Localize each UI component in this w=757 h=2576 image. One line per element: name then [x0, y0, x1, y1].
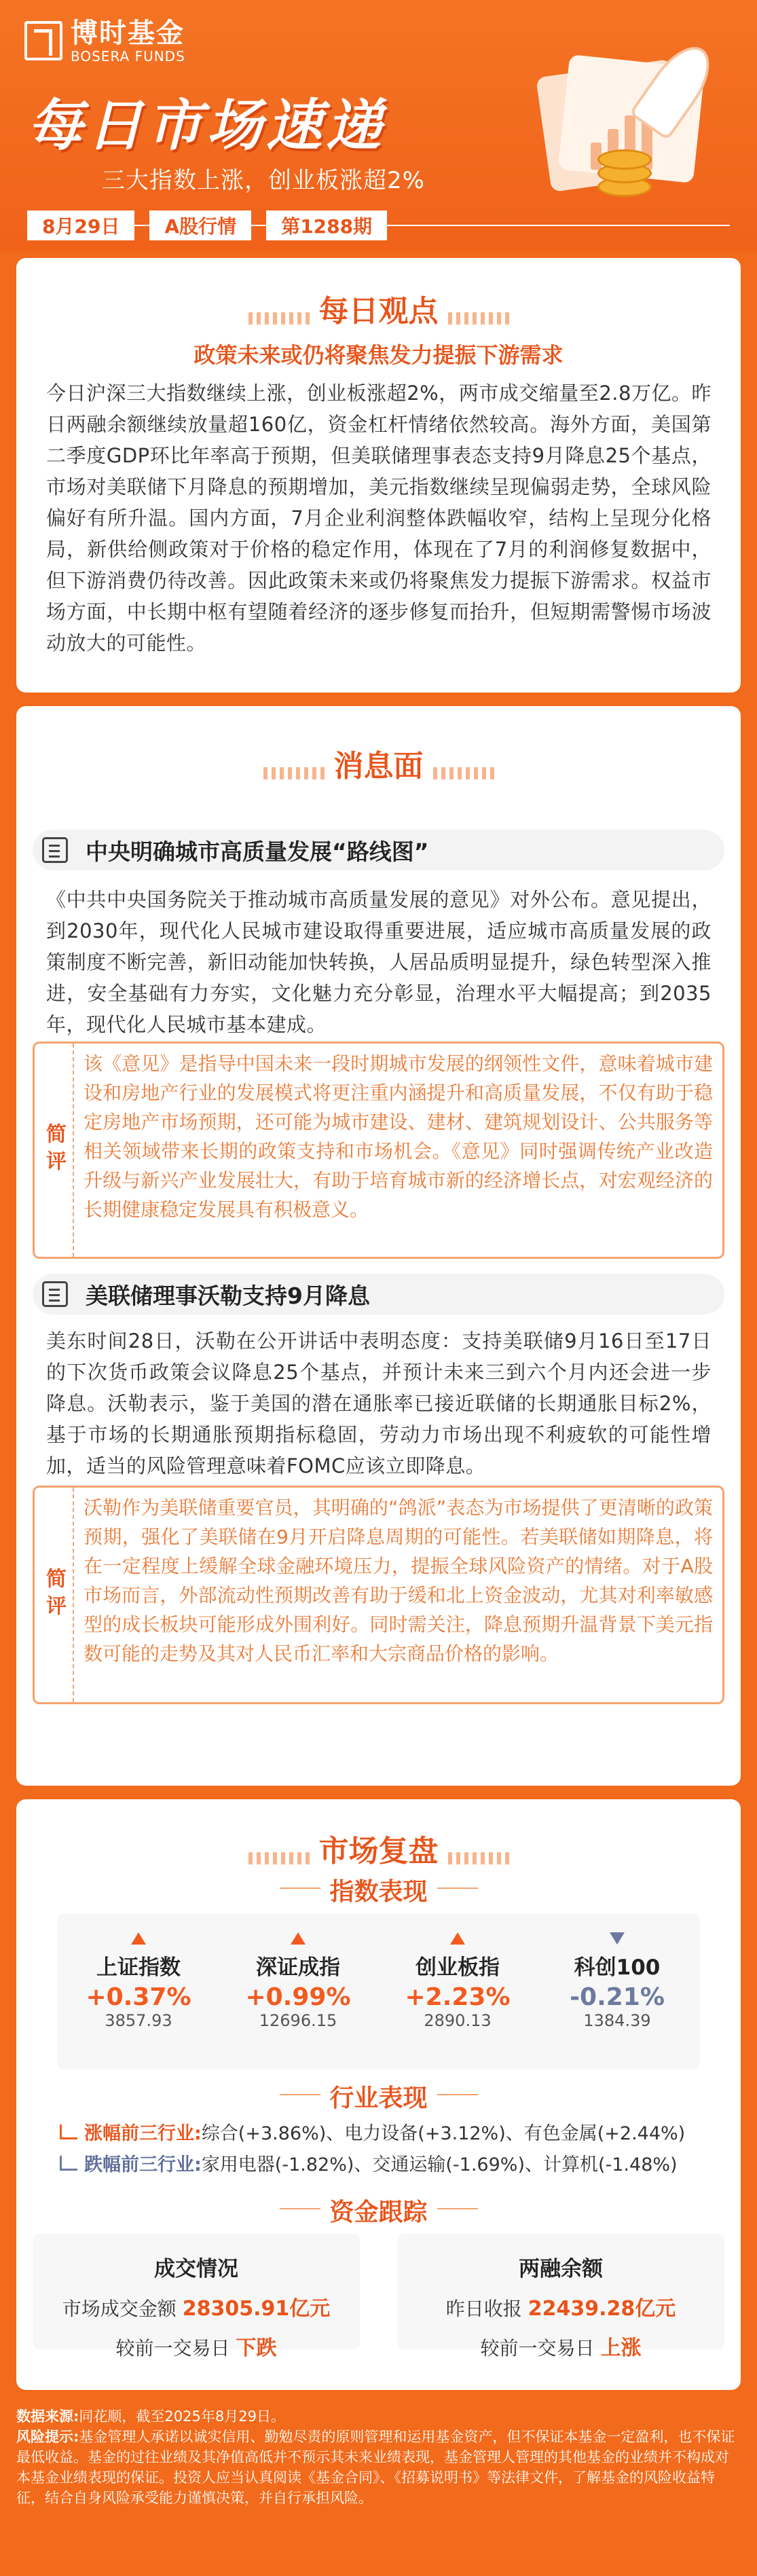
index-pct: -0.21%	[570, 1983, 665, 2011]
brand-logo	[24, 18, 185, 64]
index-panel	[57, 1913, 700, 2069]
risk-label: 风险提示:	[16, 2429, 79, 2445]
turnover-value: 28305.91亿元	[182, 2297, 331, 2321]
turnover-label: 市场成交金额	[62, 2298, 177, 2320]
index-szse	[217, 1932, 380, 2030]
market-card	[16, 1799, 741, 2390]
news-item-1-comment	[33, 1042, 724, 1259]
source-text: 同花顺，截至2025年8月29日。	[79, 2408, 285, 2425]
index-sse	[57, 1932, 220, 2030]
turnover-compare-value: 下跌	[236, 2336, 277, 2360]
turnover-title: 成交情况	[154, 2257, 238, 2281]
margin-label: 昨日收报	[445, 2298, 522, 2320]
index-value: 3857.93	[105, 2011, 172, 2030]
news-card	[16, 706, 741, 1786]
gainers-list: 综合(+3.86%)、电力设备(+3.12%)、有色金属(+2.44%)	[201, 2123, 686, 2144]
news-title: 消息面	[325, 741, 433, 785]
page-title: 每日市场速递	[27, 94, 386, 158]
news-item-1-body: 《中共中央国务院关于推动城市高质量发展的意见》对外公布。意见提出，到2030年，现代化人民城市建设取得重要进展，适应城市高质量发展的政策制度不断完善，新旧动能加快转换，人居品质明显提升，绿色转型深入推进，安全基础有力夯实，文化魅力充分彰显，治理水平大幅提高；到2035年，现代化人民城市基本建成。	[46, 888, 712, 1036]
risk-text: 基金管理人承诺以诚实信用、勤勉尽责的原则管理和运用基金资产，但不保证本基金一定盈利，也不保证最低收益。基金的过往业绩及其净值高低并不预示其未来业绩表现，基金管理人管理的其他基金的业绩并不构成对本基金业绩表现的保证。投资人应当认真阅读《基金合同》、《招募说明书》等法律文件，了解基金的风险收益特征，结合自身风险承受能力谨慎决策，并自行承担风险。	[16, 2429, 735, 2506]
margin-box	[397, 2234, 724, 2360]
index-name: 上证指数	[96, 1955, 181, 1980]
margin-compare-value: 上涨	[600, 2336, 642, 2360]
fund-panel	[33, 2234, 724, 2360]
issue-tags	[27, 209, 730, 242]
footer-disclaimer	[16, 2406, 741, 2508]
index-pct: +2.23%	[405, 1983, 511, 2011]
news-item-1-title: 中央明确城市高质量发展“路线图”	[86, 838, 429, 865]
news-item-2-comment-text: 沃勒作为美联储重要官员，其明确的“鸽派”表态为市场提供了更清晰的政策预期，强化了美联储在9月开启降息周期的可能性。若美联储如期降息，将在一定程度上缓解全球金融环境压力，提振全球风险资产的情绪。对于A股市场而言，外部流动性预期改善有助于缓和北上资金波动，尤其对利率敏感型的成长板块可能形成外围利好。同时需关注，降息预期升温背景下美元指数可能的走势及其对人民币汇率和大宗商品价格的影响。	[84, 1496, 713, 1665]
comment-label: 简评	[35, 1488, 74, 1702]
report-illustration-icon	[516, 41, 733, 217]
daily-view-headline: 政策未来或仍将聚焦发力提振下游需求	[193, 342, 564, 368]
index-chinext	[376, 1932, 539, 2030]
brand-name-cn: 博时基金	[71, 18, 185, 49]
up-arrow-icon	[450, 1932, 465, 1945]
index-name: 深证成指	[256, 1955, 340, 1980]
top-losers-row	[60, 2150, 678, 2176]
document-icon	[42, 837, 68, 863]
losers-label: 跌幅前三行业:	[84, 2154, 202, 2175]
document-icon	[42, 1281, 68, 1307]
category-tag: A股行情	[149, 210, 251, 240]
date-tag: 8月29日	[27, 210, 134, 240]
up-arrow-icon	[291, 1932, 306, 1945]
index-value: 2890.13	[424, 2011, 492, 2030]
margin-compare-label: 较前一交易日	[480, 2337, 595, 2359]
source-label: 数据来源:	[16, 2408, 79, 2425]
index-star100	[536, 1932, 699, 2030]
fund-section-title: 资金跟踪	[329, 2193, 427, 2228]
industry-section-title: 行业表现	[329, 2079, 427, 2114]
index-pct: +0.99%	[245, 1983, 351, 2011]
turnover-box	[33, 2234, 360, 2360]
index-name: 科创100	[574, 1955, 661, 1980]
gainers-label: 涨幅前三行业:	[84, 2123, 202, 2144]
bosera-logo-icon	[24, 21, 62, 60]
index-name: 创业板指	[416, 1955, 500, 1980]
down-arrow-icon	[610, 1932, 625, 1945]
index-section-title: 指数表现	[329, 1873, 427, 1907]
trend-down-icon	[60, 2156, 77, 2171]
index-value: 12696.15	[259, 2011, 337, 2030]
header-banner	[0, 0, 757, 251]
news-item-1-header	[33, 830, 724, 870]
news-item-2-comment	[33, 1486, 724, 1704]
market-title: 市场复盘	[310, 1826, 448, 1870]
trend-up-icon	[60, 2124, 77, 2139]
index-value: 1384.39	[583, 2011, 651, 2030]
news-item-2-header	[33, 1274, 724, 1314]
margin-title: 两融余额	[519, 2257, 603, 2281]
daily-view-card	[16, 258, 741, 693]
margin-value: 22439.28亿元	[528, 2297, 676, 2321]
daily-view-body: 今日沪深三大指数继续上涨，创业板涨超2%，两市成交缩量至2.8万亿。昨日两融余额继续放量超160亿，资金杠杆情绪依然较高。海外方面，美国第二季度GDP环比年率高于预期，但美联储理事表态支持9月降息25个基点，市场对美联储下月降息的预期增加，美元指数继续呈现偏弱走势，全球风险偏好有所升温。国内方面，7月企业利润整体跌幅收窄，结构上呈现分化格局，新供给侧政策对于价格的稳定作用，体现在了7月的利润修复数据中，但下游消费仍待改善。因此政策未来或仍将聚焦发力提振下游需求。权益市场方面，中长期中枢有望随着经济的逐步修复而抬升，但短期需警惕市场波动放大的可能性。	[46, 382, 712, 655]
up-arrow-icon	[131, 1932, 146, 1945]
losers-list: 家用电器(-1.82%)、交通运输(-1.69%)、计算机(-1.48%)	[201, 2154, 678, 2175]
news-item-1-comment-text: 该《意见》是指导中国未来一段时期城市发展的纲领性文件，意味着城市建设和房地产行业的发展模式将更注重内涵提升和高质量发展，不仅有助于稳定房地产市场预期，还可能为城市建设、建材、建筑规划设计、公共服务等相关领域带来长期的政策支持和市场机会。《意见》同时强调传统产业改造升级与新兴产业发展壮大，有助于培育城市新的经济增长点，对宏观经济的长期健康稳定发展具有积极意义。	[84, 1052, 713, 1221]
top-gainers-row	[60, 2118, 685, 2145]
issue-number-tag: 第1288期	[266, 210, 387, 240]
news-item-2-body: 美东时间28日，沃勒在公开讲话中表明态度：支持美联储9月16日至17日的下次货币政策会议降息25个基点，并预计未来三到六个月内还会进一步降息。沃勒表示，鉴于美国的潜在通胀率已接近联储的长期通胀目标2%，基于市场的长期通胀预期指标稳固，劳动力市场出现不利疲软的可能性增加，适当的风险管理意味着FOMC应该立即降息。	[46, 1329, 712, 1477]
news-item-2-title: 美联储理事沃勒支持9月降息	[86, 1282, 370, 1309]
comment-label: 简评	[35, 1044, 74, 1257]
daily-view-title: 每日观点	[310, 287, 448, 330]
turnover-compare-label: 较前一交易日	[115, 2337, 230, 2359]
page-subtitle: 三大指数上涨，创业板涨超2%	[102, 167, 425, 194]
index-pct: +0.37%	[86, 1983, 191, 2011]
brand-name-en: BOSERA FUNDS	[71, 48, 185, 65]
